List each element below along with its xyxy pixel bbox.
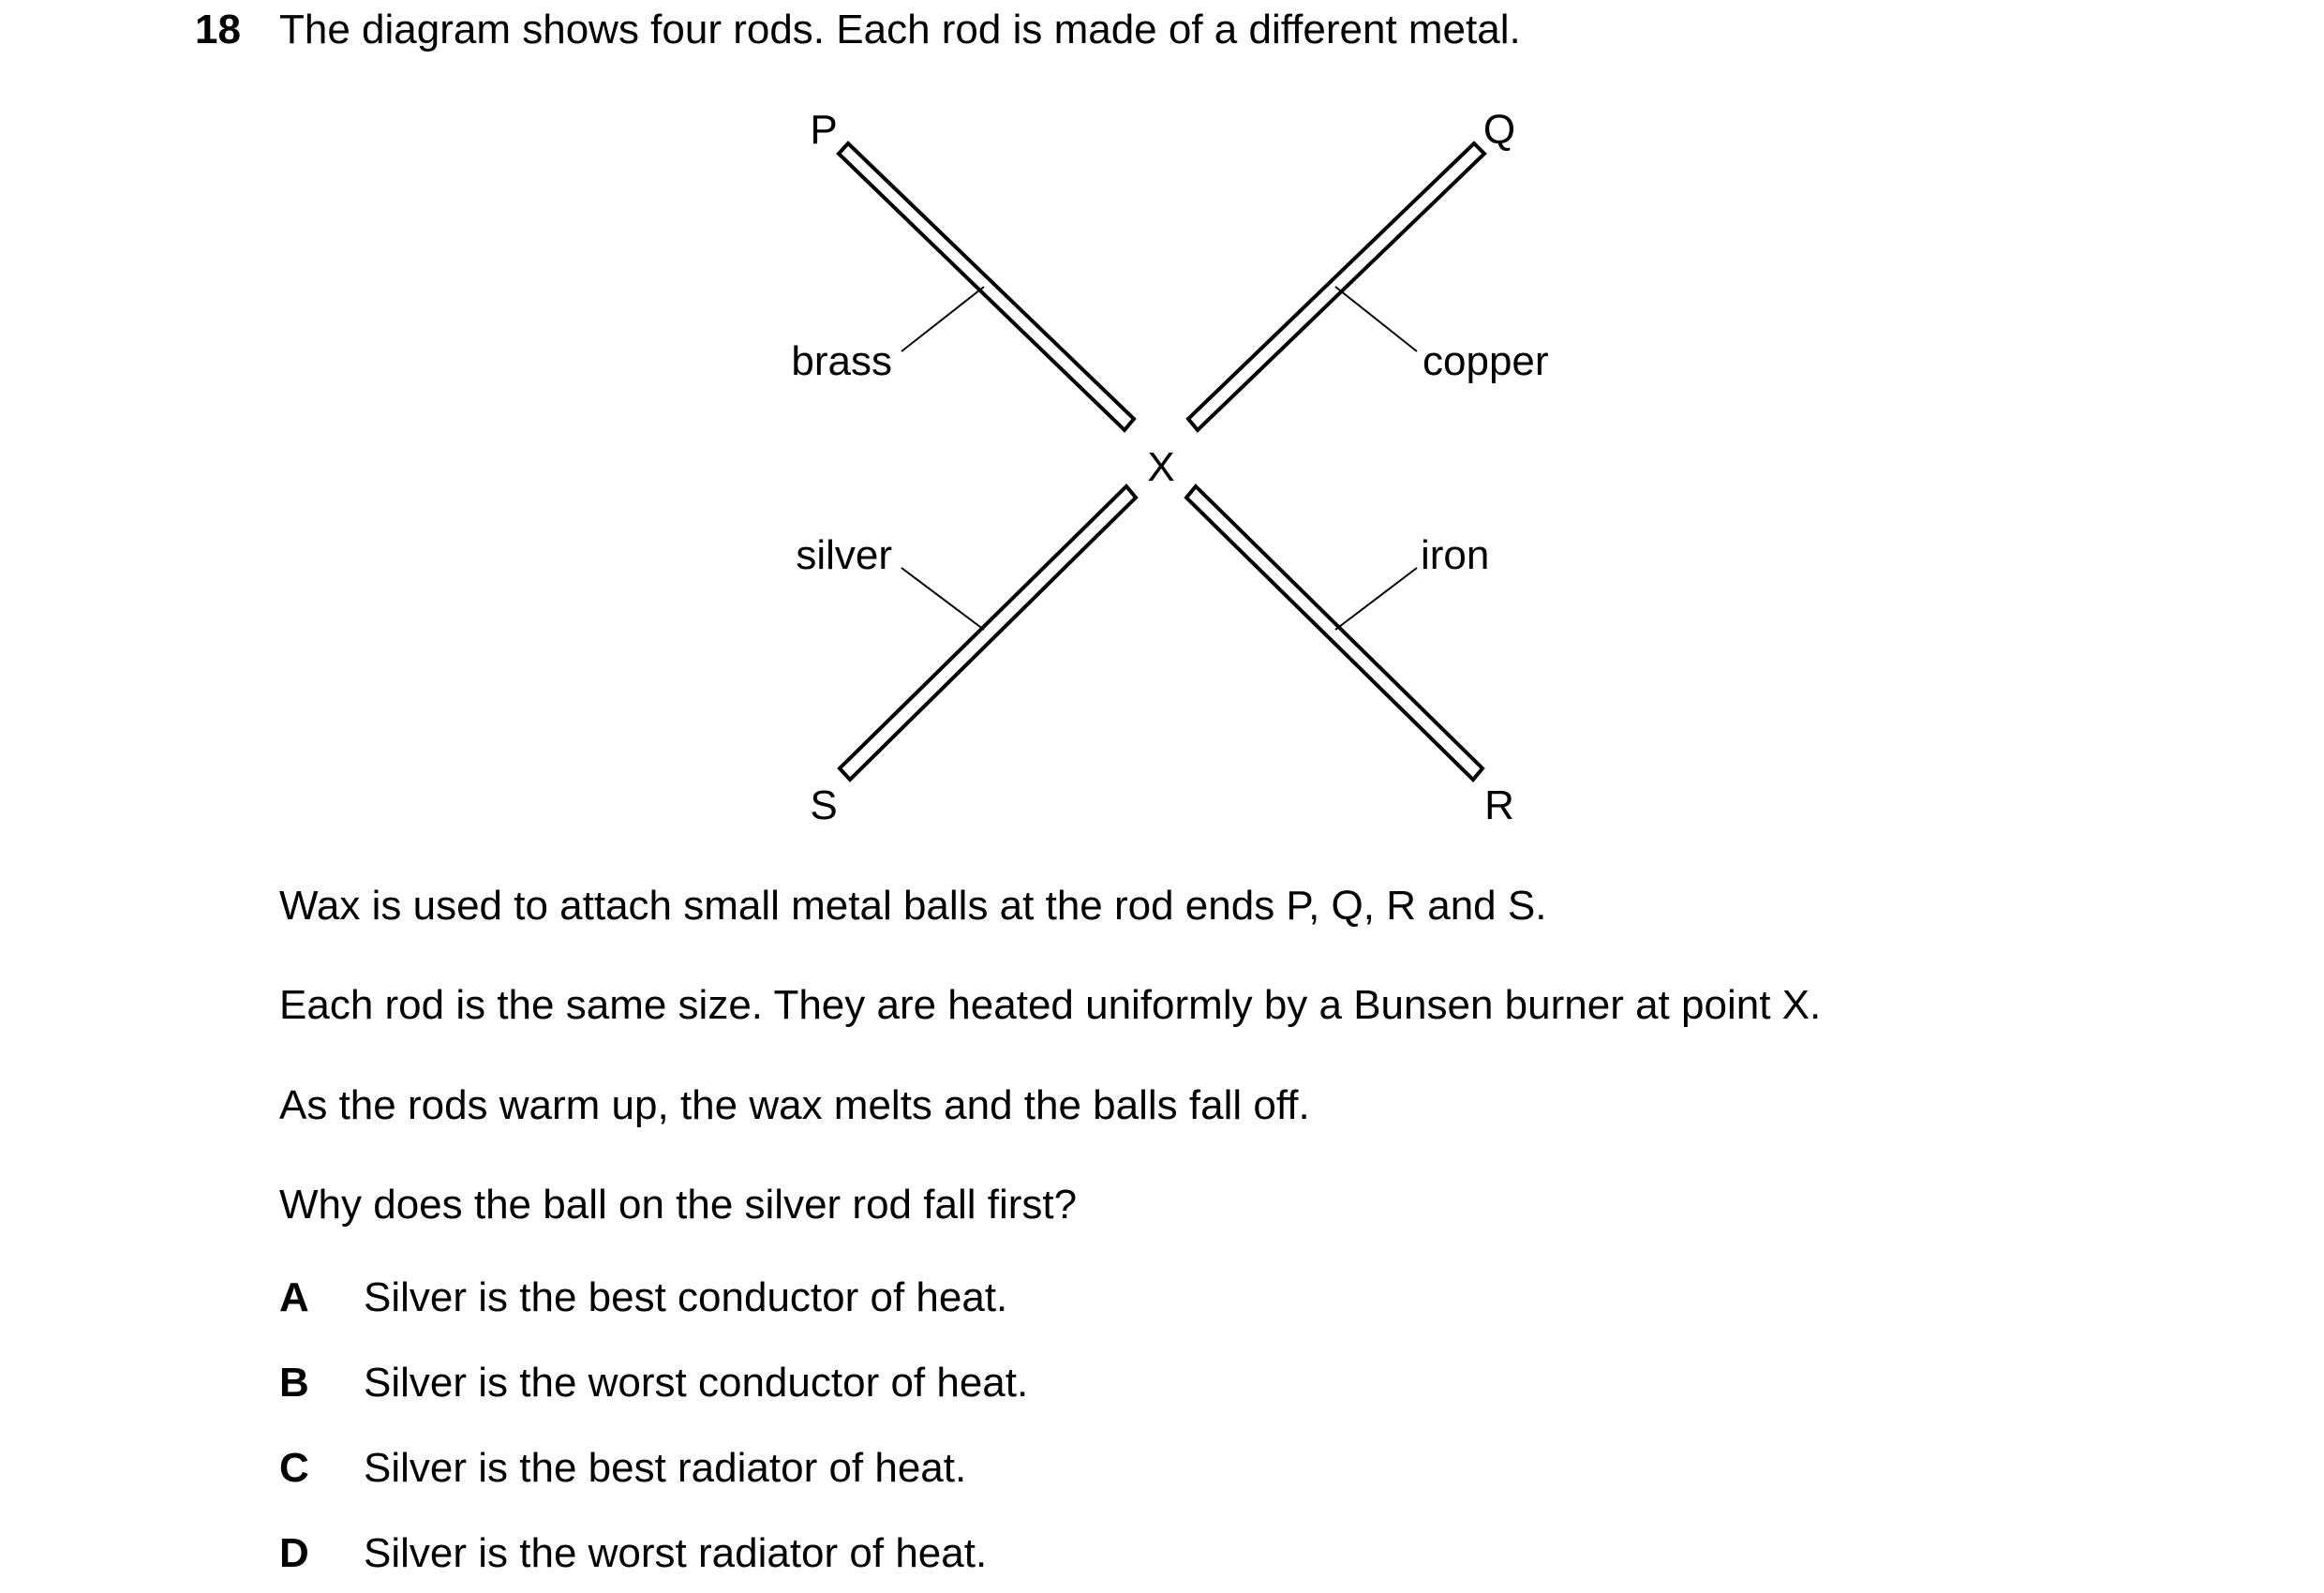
leader-line-iron xyxy=(1335,568,1417,630)
label-copper: copper xyxy=(1423,338,1549,384)
option-d-text: Silver is the worst radiator of heat. xyxy=(364,1530,988,1576)
option-d-letter: D xyxy=(279,1530,309,1576)
option-a-letter: A xyxy=(279,1274,309,1320)
paragraph-wax: Wax is used to attach small metal balls at the rod ends P, Q, R and S. xyxy=(279,883,1547,929)
leader-line-silver xyxy=(901,568,984,630)
label-point-x: X xyxy=(1147,444,1175,490)
label-end-s: S xyxy=(810,782,838,828)
leader-line-copper xyxy=(1335,287,1417,351)
label-end-r: R xyxy=(1484,782,1514,828)
rod-p-brass xyxy=(839,143,1134,430)
question-stem: The diagram shows four rods. Each rod is made of a different metal. xyxy=(279,7,1521,52)
question-number: 18 xyxy=(195,7,241,52)
leader-line-brass xyxy=(901,287,984,351)
option-c-text: Silver is the best radiator of heat. xyxy=(364,1445,967,1491)
paragraph-melting: As the rods warm up, the wax melts and the balls fall off. xyxy=(279,1082,1310,1128)
option-c-letter: C xyxy=(279,1445,309,1491)
rod-r-iron xyxy=(1186,486,1482,780)
label-end-q: Q xyxy=(1482,107,1516,153)
label-iron: iron xyxy=(1421,532,1490,578)
label-end-p: P xyxy=(810,107,838,153)
option-a-text: Silver is the best conductor of heat. xyxy=(364,1274,1008,1320)
paragraph-question: Why does the ball on the silver rod fall first? xyxy=(279,1182,1078,1228)
paragraph-heating: Each rod is the same size. They are heated uniformly by a Bunsen burner at point X. xyxy=(279,982,1822,1028)
label-silver: silver xyxy=(796,532,892,578)
rod-s-silver xyxy=(840,486,1136,780)
option-b-letter: B xyxy=(279,1360,309,1406)
option-b-text: Silver is the worst conductor of heat. xyxy=(364,1360,1029,1406)
label-brass: brass xyxy=(791,338,892,384)
